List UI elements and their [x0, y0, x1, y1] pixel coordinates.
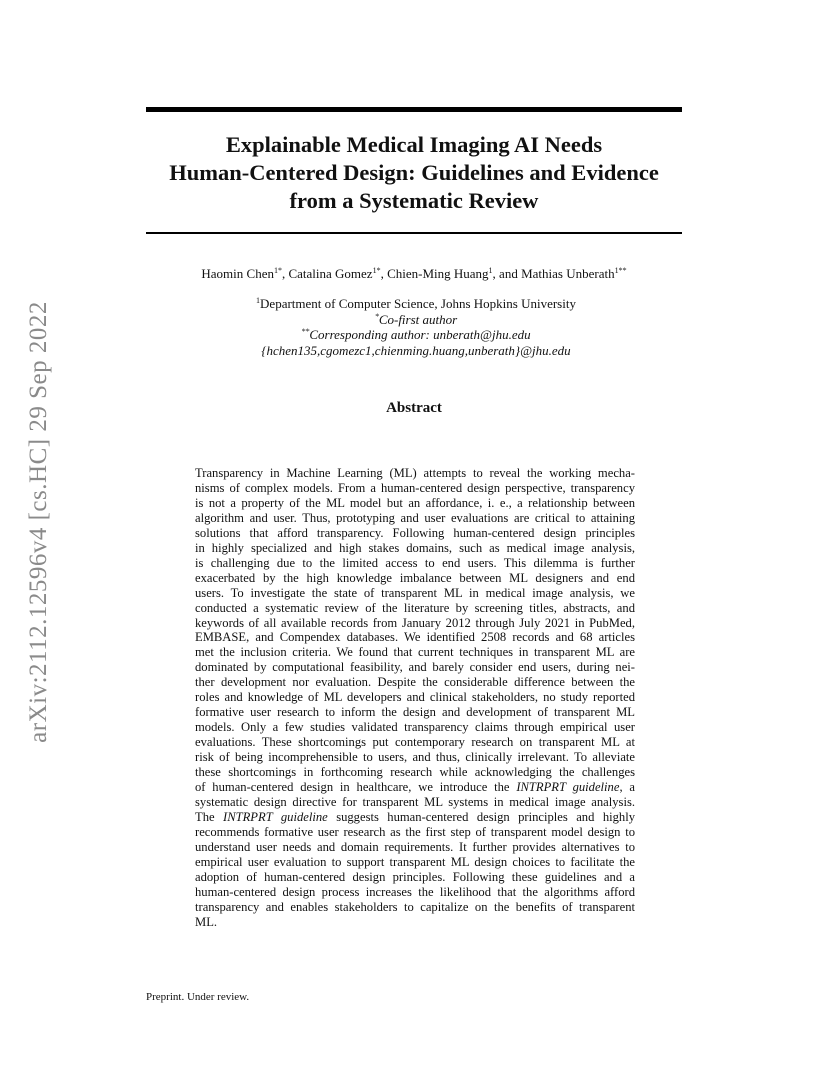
abstract-text-run: empirical user evaluation to support transparent ML design choices to facilitate the — [195, 854, 635, 869]
abstract-line — [195, 870, 635, 885]
abstract-text-run: algorithm and user. Thus, prototyping and user evaluations are critical to attaining — [195, 510, 635, 525]
abstract-text-run: exacerbated by the high knowledge imbalance between ML designers and end — [195, 570, 635, 585]
abstract-text-run: of human-centered design in healthcare, we introduce the — [195, 780, 517, 795]
abstract-text-run: solutions that afford transparency. Following human-centered design principles — [195, 525, 635, 540]
preprint-notice: Preprint. Under review. — [146, 991, 250, 1003]
abstract-line — [195, 630, 635, 645]
abstract-text-run: formative user research to inform the design and development of transparent ML — [195, 705, 635, 720]
abstract-line — [195, 481, 635, 496]
abstract-line — [195, 900, 635, 915]
affiliation-block — [146, 296, 686, 358]
abstract-line — [195, 675, 635, 690]
author-separator: , — [492, 266, 500, 281]
abstract-line — [195, 526, 635, 541]
abstract-line — [195, 586, 635, 601]
title-bottom-rule — [146, 232, 682, 234]
abstract-line — [195, 616, 635, 631]
department: Department of Computer Science, Johns Hopkins University — [260, 296, 576, 311]
abstract-text-run: keywords of all available records from January 2012 through July 2021 in PubMed, — [195, 615, 635, 630]
abstract-line — [195, 601, 635, 616]
abstract-line — [195, 645, 635, 660]
author-name: Haomin Chen — [201, 266, 274, 281]
arxiv-identifier: arXiv:2112.12596v4 [cs.HC] 29 Sep 2022 — [25, 301, 52, 743]
abstract-line — [195, 720, 635, 735]
abstract-line — [195, 795, 635, 810]
abstract-text-run: nisms of complex models. From a human-centered design perspective, transparency — [195, 480, 635, 495]
abstract-text-run: systematic design directive for transparent ML systems in medical image analysis. — [195, 794, 635, 809]
abstract-line — [195, 810, 635, 825]
author-conjunction: and — [499, 266, 522, 281]
abstract-text-run: roles and knowledge of ML developers and clinical stakeholders, no study reported — [195, 690, 635, 705]
abstract-line — [195, 496, 635, 511]
abstract-text-run: is not a property of the ML model but an affordance, i. e., a relationship between — [195, 495, 635, 510]
abstract-line — [195, 915, 635, 930]
abstract-line — [195, 750, 635, 765]
guideline-name: INTRPRT guideline — [516, 780, 620, 795]
abstract-text-run: suggests human-centered design principles and highly — [327, 809, 636, 824]
abstract-text-run: models. Only a few studies validated transparency claims through empirical user — [195, 720, 635, 735]
abstract-text-run: Transparency in Machine Learning (ML) attempts to reveal the working mecha- — [195, 466, 635, 480]
abstract-line — [195, 690, 635, 705]
author-name: Mathias Unberath — [521, 266, 615, 281]
abstract-line — [195, 571, 635, 586]
abstract-text-run: transparency and enables stakeholders to capitalize on the benefits of transparent — [195, 899, 635, 914]
cofirst-note: *Co-first author — [374, 311, 458, 327]
abstract-line — [195, 885, 635, 900]
author-affiliation-mark: 1* — [273, 266, 282, 275]
abstract-heading: Abstract — [386, 400, 442, 416]
title-line: Human-Centered Design: Guidelines and Evidence — [169, 160, 659, 185]
abstract-text-run: these shortcomings in forthcoming research while acknowledging the challenges — [195, 765, 635, 780]
author-separator: , — [281, 266, 289, 281]
abstract-text-run: The — [195, 809, 224, 824]
abstract-text-run: , a — [619, 780, 636, 795]
paper-title — [146, 131, 682, 215]
abstract-text-run: recommends formative user research as the first step of transparent model design to — [195, 824, 635, 839]
author-affiliation-mark: 1** — [614, 266, 627, 275]
department-line: $^1$Department of Computer Science, Johns Hopkins University — [256, 296, 576, 311]
author-list — [146, 266, 682, 282]
abstract-text — [195, 466, 635, 930]
abstract-line — [195, 466, 635, 481]
abstract-text-run: risk of being incomprehensible to users, and thus, clinically irrelevant. To alleviate — [195, 750, 635, 765]
abstract-line — [195, 541, 635, 556]
author-name: Chien-Ming Huang — [387, 266, 489, 281]
abstract-line — [195, 511, 635, 526]
abstract-text-run: dominated by computational feasibility, and barely consider end users, during nei- — [195, 660, 635, 675]
abstract-line — [195, 825, 635, 840]
abstract-text-run: adoption of human-centered design principles. Following these guidelines and a — [195, 869, 635, 884]
abstract-line — [195, 855, 635, 870]
author-emails: {hchen135,cgomezc1,chienming.huang,unberath}@jhu.edu — [261, 342, 571, 358]
abstract-text-run: human-centered design process increases the likelihood that the algorithms afford — [195, 884, 635, 899]
author-separator: , — [380, 266, 388, 281]
abstract-line — [195, 840, 635, 855]
abstract-text-run: met the inclusion criteria. We found that current techniques in transparent ML are — [195, 645, 635, 660]
guideline-name: INTRPRT guideline — [223, 809, 328, 824]
title-line: from a Systematic Review — [289, 188, 539, 213]
title-line: Explainable Medical Imaging AI Needs — [225, 132, 603, 157]
title-top-rule — [146, 107, 682, 112]
author-affiliation-mark: 1 — [488, 266, 493, 275]
abstract-line — [195, 735, 635, 750]
abstract-line — [195, 556, 635, 571]
corresponding-note: **Corresponding author: unberath@jhu.edu — [301, 327, 531, 342]
abstract-text-run: evaluations. These shortcomings put contemporary research on transparent ML at — [195, 735, 635, 750]
abstract-text-run: in highly specialized and high stakes domains, such as medical image analysis, — [195, 540, 635, 555]
abstract-text-run: users. To investigate the state of transparent ML in medical image analysis, we — [195, 585, 635, 600]
author-affiliation-mark: 1* — [372, 266, 381, 275]
abstract-line — [195, 705, 635, 720]
abstract-text-run: is challenging due to the limited access to end users. This dilemma is further — [195, 555, 635, 570]
arxiv-side-stamp — [24, 287, 54, 757]
abstract-text-run: ML. — [195, 914, 218, 929]
abstract-line — [195, 765, 635, 780]
abstract-line — [195, 780, 635, 795]
author-name: Catalina Gomez — [288, 266, 373, 281]
abstract-text-run: EMBASE, and Compendex databases. We identified 2508 records and 68 articles — [195, 630, 635, 645]
abstract-line — [195, 660, 635, 675]
abstract-text-run: understand user needs and domain requirements. It further provides alternatives to — [195, 839, 635, 854]
abstract-text-run: ther development nor evaluation. Despite the considerable difference between the — [195, 675, 635, 690]
abstract-text-run: conducted a systematic review of the literature by screening titles, abstracts, and — [195, 600, 635, 615]
